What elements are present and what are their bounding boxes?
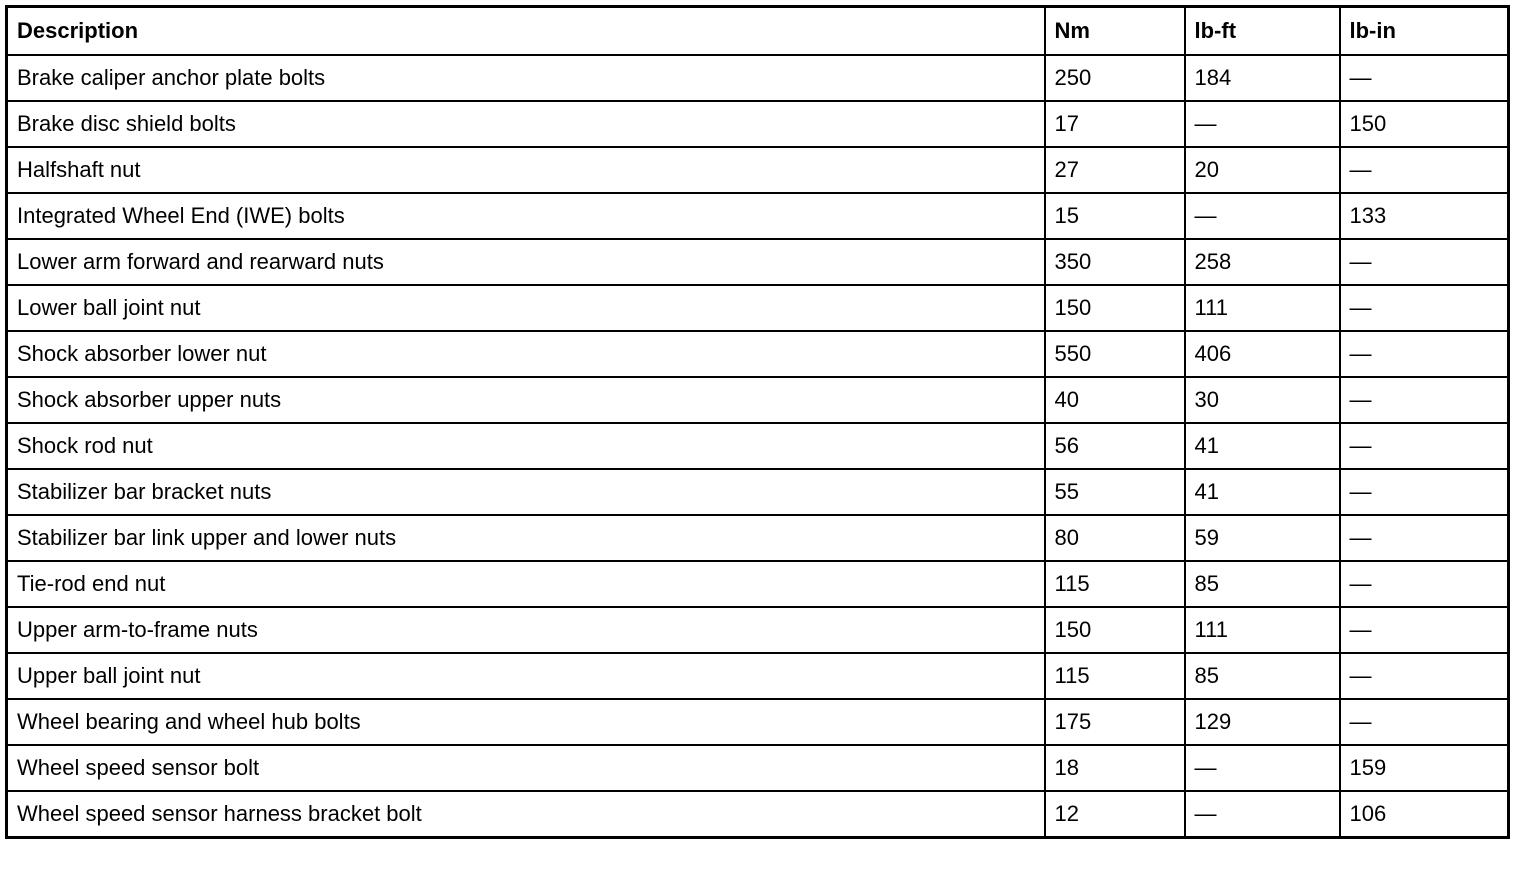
cell-lb-ft: — xyxy=(1185,745,1340,791)
cell-lb-ft: — xyxy=(1185,101,1340,147)
table-row xyxy=(7,561,1509,607)
cell-lb-in: — xyxy=(1340,515,1509,561)
cell-description: Shock absorber lower nut xyxy=(7,331,1045,377)
cell-lb-in: — xyxy=(1340,423,1509,469)
table-row xyxy=(7,745,1509,791)
table-body xyxy=(7,55,1509,838)
cell-lb-ft: 85 xyxy=(1185,653,1340,699)
cell-lb-in: — xyxy=(1340,331,1509,377)
cell-lb-in: 150 xyxy=(1340,101,1509,147)
cell-lb-in: 133 xyxy=(1340,193,1509,239)
cell-nm: 12 xyxy=(1045,791,1185,838)
table-row xyxy=(7,331,1509,377)
cell-nm: 18 xyxy=(1045,745,1185,791)
cell-lb-in: — xyxy=(1340,239,1509,285)
cell-nm: 56 xyxy=(1045,423,1185,469)
cell-lb-in: — xyxy=(1340,55,1509,101)
table-row xyxy=(7,239,1509,285)
cell-lb-in: — xyxy=(1340,147,1509,193)
cell-nm: 17 xyxy=(1045,101,1185,147)
cell-nm: 550 xyxy=(1045,331,1185,377)
cell-lb-ft: 59 xyxy=(1185,515,1340,561)
cell-lb-in: — xyxy=(1340,699,1509,745)
cell-description: Shock absorber upper nuts xyxy=(7,377,1045,423)
cell-nm: 80 xyxy=(1045,515,1185,561)
cell-lb-ft: — xyxy=(1185,791,1340,838)
cell-description: Stabilizer bar bracket nuts xyxy=(7,469,1045,515)
cell-description: Shock rod nut xyxy=(7,423,1045,469)
table-row xyxy=(7,147,1509,193)
cell-description: Brake disc shield bolts xyxy=(7,101,1045,147)
cell-lb-ft: 30 xyxy=(1185,377,1340,423)
table-row xyxy=(7,377,1509,423)
table-row xyxy=(7,515,1509,561)
table-header-row xyxy=(7,7,1509,56)
cell-description: Tie-rod end nut xyxy=(7,561,1045,607)
cell-lb-ft: 184 xyxy=(1185,55,1340,101)
table-row xyxy=(7,101,1509,147)
cell-nm: 150 xyxy=(1045,285,1185,331)
cell-description: Stabilizer bar link upper and lower nuts xyxy=(7,515,1045,561)
cell-lb-ft: 129 xyxy=(1185,699,1340,745)
cell-description: Upper arm-to-frame nuts xyxy=(7,607,1045,653)
table-row xyxy=(7,607,1509,653)
header-lb-in: lb-in xyxy=(1340,7,1509,56)
cell-lb-ft: 41 xyxy=(1185,423,1340,469)
cell-lb-in: — xyxy=(1340,377,1509,423)
cell-description: Wheel speed sensor harness bracket bolt xyxy=(7,791,1045,838)
table-row xyxy=(7,423,1509,469)
cell-nm: 15 xyxy=(1045,193,1185,239)
cell-description: Brake caliper anchor plate bolts xyxy=(7,55,1045,101)
cell-lb-in: — xyxy=(1340,607,1509,653)
cell-description: Integrated Wheel End (IWE) bolts xyxy=(7,193,1045,239)
header-nm: Nm xyxy=(1045,7,1185,56)
cell-lb-ft: 41 xyxy=(1185,469,1340,515)
cell-lb-in: — xyxy=(1340,653,1509,699)
cell-nm: 55 xyxy=(1045,469,1185,515)
cell-lb-ft: 406 xyxy=(1185,331,1340,377)
cell-nm: 250 xyxy=(1045,55,1185,101)
cell-nm: 150 xyxy=(1045,607,1185,653)
cell-description: Lower ball joint nut xyxy=(7,285,1045,331)
table-row xyxy=(7,285,1509,331)
cell-nm: 115 xyxy=(1045,561,1185,607)
cell-lb-ft: 111 xyxy=(1185,285,1340,331)
table-row xyxy=(7,699,1509,745)
header-description: Description xyxy=(7,7,1045,56)
cell-lb-in: — xyxy=(1340,469,1509,515)
torque-specification-table xyxy=(5,5,1510,839)
cell-lb-ft: 20 xyxy=(1185,147,1340,193)
table-row xyxy=(7,653,1509,699)
cell-lb-in: — xyxy=(1340,561,1509,607)
cell-nm: 115 xyxy=(1045,653,1185,699)
cell-lb-ft: 85 xyxy=(1185,561,1340,607)
cell-lb-ft: 258 xyxy=(1185,239,1340,285)
cell-nm: 175 xyxy=(1045,699,1185,745)
cell-description: Wheel bearing and wheel hub bolts xyxy=(7,699,1045,745)
cell-description: Halfshaft nut xyxy=(7,147,1045,193)
cell-nm: 40 xyxy=(1045,377,1185,423)
cell-lb-in: 159 xyxy=(1340,745,1509,791)
cell-nm: 350 xyxy=(1045,239,1185,285)
table-row xyxy=(7,193,1509,239)
table-row xyxy=(7,55,1509,101)
cell-nm: 27 xyxy=(1045,147,1185,193)
table-row xyxy=(7,791,1509,838)
table-row xyxy=(7,469,1509,515)
cell-lb-ft: 111 xyxy=(1185,607,1340,653)
cell-description: Upper ball joint nut xyxy=(7,653,1045,699)
cell-lb-in: 106 xyxy=(1340,791,1509,838)
cell-description: Wheel speed sensor bolt xyxy=(7,745,1045,791)
cell-description: Lower arm forward and rearward nuts xyxy=(7,239,1045,285)
cell-lb-in: — xyxy=(1340,285,1509,331)
header-lb-ft: lb-ft xyxy=(1185,7,1340,56)
cell-lb-ft: — xyxy=(1185,193,1340,239)
